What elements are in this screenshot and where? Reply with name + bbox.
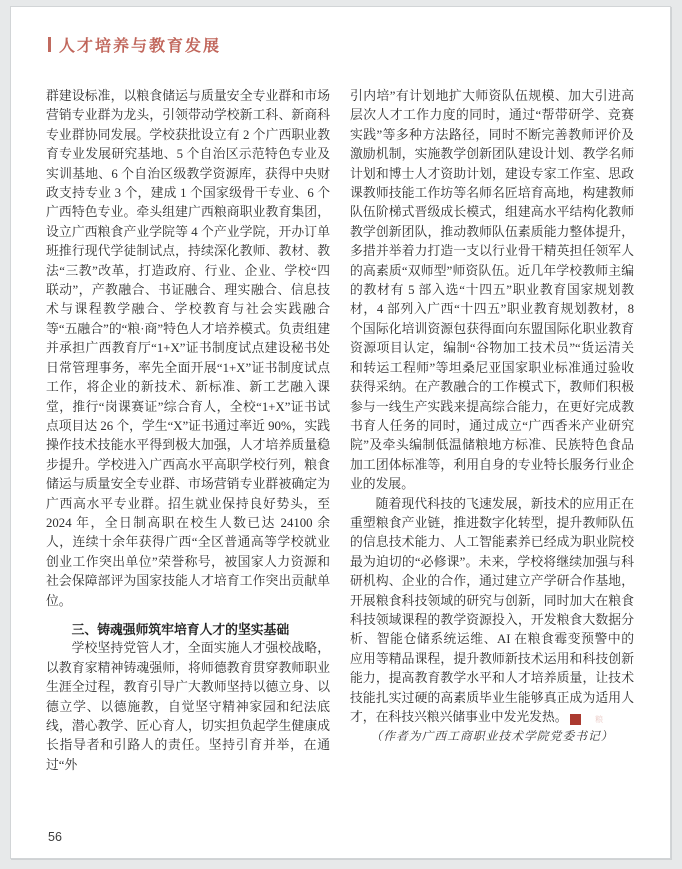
document-page: [10, 6, 671, 859]
column-header-title: 人才培养与教育发展: [59, 38, 222, 55]
paragraph-continuation: 引内培”有计划地扩大师资队伍规模、加大引进高层次人才工作力度的同时，通过“帮带研学、竞赛实践”等多种方法路径，同时不断完善教师评价及激励机制，实施教学创新团队建设计划、教学名师计划和博士人才资助计划，建设专家工作室、思政课教师技能工作坊等名师名匠培育高地，构建教师队伍阶梯式晋级成长模式，组建高水平结构化教师教学创新团队，推动教师队伍素质能力整体提升，多措并举着力打造一支以行业骨干精英担任领军人的高素质“双师型”师资队伍。近几年学校教师主编的教材有 5 部入选“十四五”职业教育国家规划教材，4 部列入广西“十四五”职业教育规划教材，8 个国际化培训资源包获得面向东盟国际化职业教育资源项目认定，编制“谷物加工技术员”“货运清关和转运工程师”等坦桑尼亚国家职业标准通过验收获得采纳。在产教融合的工作模式下，教师们积极参与一线生产实践来提高综合能力，在更好完成教书育人任务的同时，通过成立“广西香米产业研究院”及牵头编制低温储粮地方标准、民族特色食品加工团体标准等，利用自身的专业特长服务行业企业的发展。: [350, 89, 634, 492]
header-accent-bar-icon: [48, 37, 51, 52]
paragraph: 学校坚持党管人才，全面实施人才强校战略，以教育家精神铸魂强师，将师德教育贯穿教师职业生涯全过程，教育引导广大教师坚持以德立身、以德立学、以德施教，自觉坚守精神家园和纪法底线，潜心教学、匠心育人，切实担负起学生健康成长指导者和引路人的责任。坚持引育并举，在通过“外: [46, 641, 330, 772]
left-column: [46, 87, 330, 775]
article-end-icon: 粮: [570, 714, 581, 725]
column-header: [48, 33, 221, 56]
page-number: 56: [48, 830, 62, 844]
paragraph: [350, 495, 634, 728]
section-heading: 三、铸魂强师筑牢培育人才的坚实基础: [71, 621, 290, 637]
article-body: [46, 87, 634, 775]
paragraph-continuation: 群建设标准，以粮食储运与质量安全专业群和市场营销专业群为龙头，引领带动学校新工科、新商科专业群协同发展。学校获批设立有 2 个广西职业教育专业发展研究基地、5 个自治区示范特色专业及实训基地、6 个自治区级教学资源库，获得中央财政支持专业 3 个，建成 1 个国家级骨干专业、6 个广西特色专业。牵头组建广西粮商职业教育集团，设立广西粮食产业学院等 4 个产业学院，开办订单班推行现代学徒制试点，持续深化教师、教材、教法“三教”改革，打造政府、行业、企业、学校“四联动”，产教融合、书证融合、理实融合、信息技术与课程教学融合、学校教育与社会实践融合等“五融合”的“粮·商”特色人才培养模式。负责组建并承担广西教育厅“1+X”证书制度试点建设秘书处日常管理事务，率先全面开展“1+X”证书制度试点工作，将企业的新技术、新标准、新工艺融入课堂，推行“岗课赛证”综合育人，全校“1+X”证书试点项目达 26 个，学生“X”证书通过率近 90%，实践操作技术技能水平得到极大加强，人才培养质量稳步提升。学校进入广西高水平高职学校行列，粮食储运与质量安全专业群、市场营销专业群被确定为广西高水平专业群。招生就业保持良好势头，至 2024 年，全日制高职在校生人数已达 24100 余人，连续十余年获得广西“全区普通高等学校就业创业工作突出单位”荣誉称号，被国家人力资源和社会保障部评为国家技能人才培育工作突出贡献单位。: [46, 89, 330, 608]
paragraph-text: 随着现代科技的飞速发展，新技术的应用正在重塑粮食产业链，推进数字化转型，提升教师队伍的信息技术能力、人工智能素养已经成为职业院校最为迫切的“必修课”。未来，学校将继续加强与科研机构、企业的合作，通过建立产学研合作基地，开展粮食科技领域的研究与创新，同时加大在粮食科技领域课程的教学资源投入，开发粮食大数据分析、智能仓储系统运维、AI 在粮食霉变预警中的应用等精品课程，提升教师新技术运用和科技创新能力，提高教育教学水平和人才培养质量，让技术技能扎实过硬的高素质毕业生能够真正成为适用人才，在科技兴粮兴储事业中发光发热。: [350, 496, 634, 724]
author-note: （作者为广西工商职业技术学院党委书记）: [370, 729, 614, 744]
right-column: [350, 87, 634, 775]
